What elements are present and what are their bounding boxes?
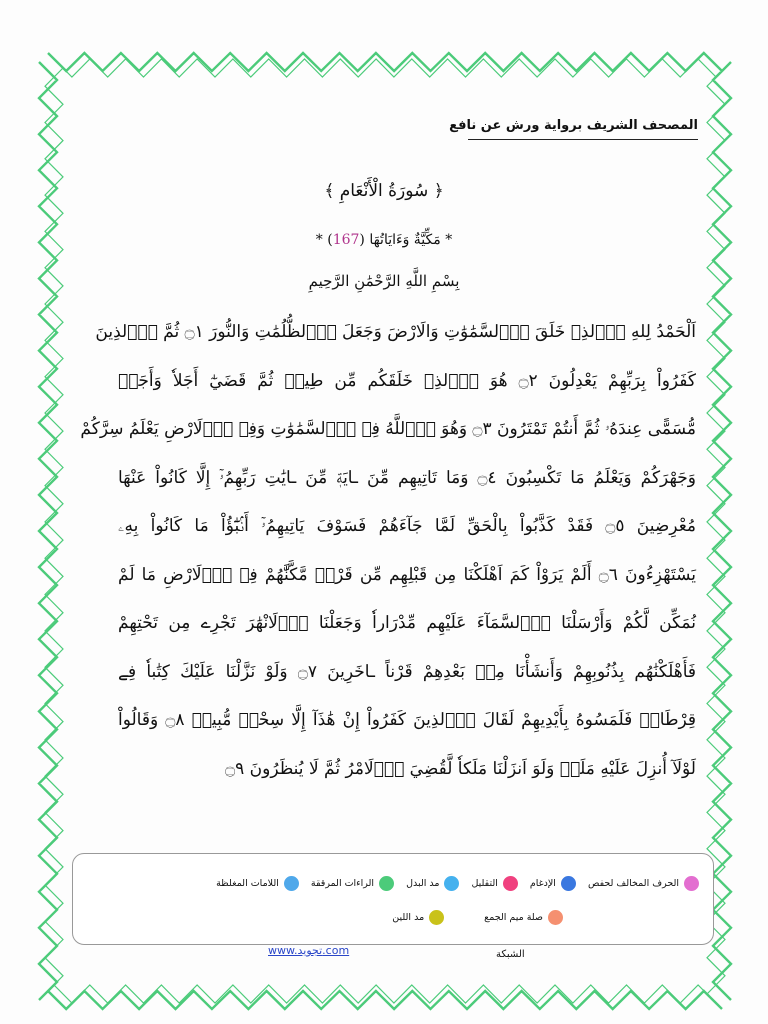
legend-item [588, 876, 699, 891]
legend-dot [561, 876, 576, 891]
verse-count: 167 [332, 232, 360, 248]
header-rule [468, 139, 698, 140]
verse-line: قِرْطَاسٖ فَلَمَسُوهُ بِأَيْدِيهِمْ لَقَالَ اَ۬لذِينَ كَفَرُواْ إِنْ هَٰذَآ إِلَّا سِحْرٞ مُّبِينٞ ۝٨ وَقَالُواْ [118, 710, 696, 730]
mushaf-header: المصحف الشريف برواية ورش عن نافع [449, 118, 698, 133]
legend-row-2 [392, 910, 563, 925]
verse-line: نُمَكِّن لَّكُمْ وَأَرْسَلْنَا اَ۬لسَّمَآءَ عَلَيْهِم مِّدْرَاراٗ وَجَعَلْنَا اَ۬لَانْهَٰرَ تَجْرِے مِن تَحْتِهِمْ [118, 613, 696, 633]
legend-item [484, 910, 563, 925]
legend-item [392, 910, 444, 925]
surah-info-suffix: ) * [315, 232, 333, 248]
verse-line: مُعْرِضِينَ ۝٥ فَقَدْ كَذَّبُواْ بِالْحَقِّ لَمَّا جَآءَهُمْ فَسَوْفَ يَاتِيهِمُۥٓ أَنۢبَٰٓؤُاْ مَا كَانُواْ بِهِۦ [118, 516, 696, 536]
legend-dot [548, 910, 563, 925]
legend-dot [684, 876, 699, 891]
surah-info [0, 232, 768, 248]
legend-item [311, 876, 394, 891]
verses-block [80, 308, 696, 793]
legend-dot [444, 876, 459, 891]
verse-line: يَسْتَهْزِءُونَ ۝٦ أَلَمْ يَرَوْاْ كَمَ اَهْلَكْنَا مِن قَبْلِهِم مِّن قَرْنٖ مَّكَّنَّٰهُمْ فِے اِ۬لَارْضِ مَا لَمْ [118, 564, 696, 585]
verse-line: اَلْحَمْدُ لِلهِ اِ۬لذِے خَلَقَ اَ۬لسَّمَٰوَٰتِ وَالَارْضَ وَجَعَلَ اَ۬لظُّلُمَٰتِ وَالنُّورَ ۝١ ثُمَّ اَ۬لذِينَ [95, 322, 696, 342]
verse-line: لَوْلَآ أُنزِلَ عَلَيْهِ مَلَكٞ وَلَوَ اَنزَلْنَا مَلَكاٗ لَّقُضِيَ اَ۬لَامْرُ ثُمَّ لَا يُنظَرُونَ ۝٩ [225, 758, 696, 779]
color-legend [72, 853, 714, 945]
legend-item [530, 876, 576, 891]
legend-item [471, 876, 517, 891]
verse-line: فَأَهْلَكْنَٰهُم بِذُنُوبِهِمْ وَأَنشَأْنَا مِنۢ بَعْدِهِمْ قَرْناً ـاخَرِينَ ۝٧ وَلَوْ نَزَّلْنَا عَلَيْكَ كِتَٰباٗ فِے [118, 661, 696, 682]
legend-label: مد اللين [392, 912, 425, 923]
legend-label: الإدغام [529, 878, 556, 889]
verse-line: كَفَرُواْ بِرَبِّهِمْ يَعْدِلُونَ ۝٢ هُوَ اَ۬لذِے خَلَقَكُم مِّن طِينٖ ثُمَّ قَضَيٰٓ أَجَلاٗ وَأَجَلٞ [118, 370, 696, 391]
legend-label: الحرف المخالف لحفص [587, 878, 679, 889]
legend-label: صلة ميم الجمع [484, 912, 543, 923]
legend-item [216, 876, 299, 891]
website-link[interactable]: www.تجويد.com [268, 944, 350, 957]
basmala: بِسْمِ اللَّهِ الرَّحْمَٰنِ الرَّحِيمِ [308, 272, 460, 290]
verse-line: مُّسَمًّى عِندَهُۥ ثُمَّ أَنتُمْ تَمْتَرُونَ ۝٣ وَهُوَ اَ۬للَّهُ فِے اِ۬لسَّمَٰوَٰتِ وَفِے اِ۬لَارْضِ يَعْلَمُ سِرَّكُمْ [80, 419, 696, 439]
legend-item [406, 876, 459, 891]
surah-title: ﴿ سُورَةُ الْأَنْعَامِ ﴾ [324, 181, 444, 201]
site-caption: الشبكة [496, 949, 525, 960]
legend-dot [429, 910, 444, 925]
verse-line: وَجَهْرَكُمْ وَيَعْلَمُ مَا تَكْسِبُونَ ۝٤ وَمَا تَاتِيهِم مِّنَ ـايَةٖ مِّنَ ـايَٰتِ رَبِّهِمُۥٓ إِلَّا كَانُواْ عَنْهَا [118, 467, 696, 488]
legend-label: التقليل [471, 878, 498, 889]
surah-info-prefix: * مَكِّيَّةٌ وَءَايَاتُهَا ( [359, 232, 453, 248]
legend-dot [284, 876, 299, 891]
legend-row-1 [216, 876, 699, 891]
legend-dot [379, 876, 394, 891]
legend-dot [503, 876, 518, 891]
legend-label: اللامات المغلظة [216, 878, 279, 889]
legend-label: الراءات المرققة [310, 878, 375, 889]
legend-label: مد البدل [406, 878, 440, 889]
